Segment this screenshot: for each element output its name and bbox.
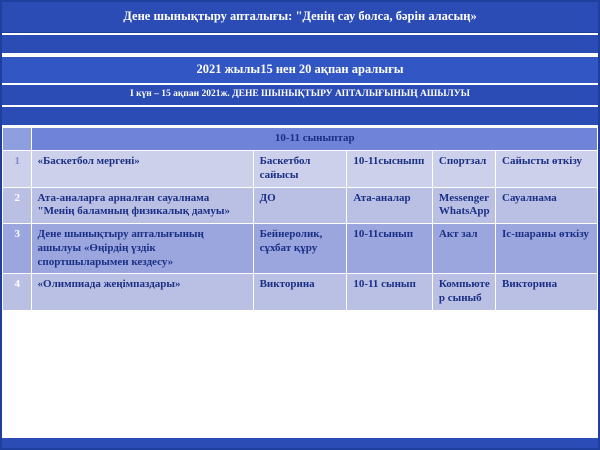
page-title: Дене шынықтыру апталығы: "Денің сау болса, бәрін аласың» — [2, 2, 598, 33]
row-place: Акт зал — [432, 224, 495, 274]
row-result: Сауалнама — [496, 187, 598, 224]
header-cell-number — [3, 128, 32, 151]
row-form: Викторина — [253, 274, 347, 311]
row-form: ДО — [253, 187, 347, 224]
table-row — [3, 151, 598, 188]
row-grade: 10-11сынып — [347, 224, 433, 274]
row-number: 4 — [3, 274, 32, 311]
row-place: Компьютер сыныб — [432, 274, 495, 311]
row-activity: «Баскетбол мергені» — [31, 151, 253, 188]
row-activity: Дене шынықтыру апталығының ашылуы «Өңірдің үздік спортшыларымен кездесу» — [31, 224, 253, 274]
header-cell-group: 10-11 сыныптар — [31, 128, 597, 151]
day-subtitle-banner: І күн – 15 ақпан 2021ж. ДЕНЕ ШЫНЫҚТЫРУ АПТАЛЫҒЫНЫҢ АШЫЛУЫ — [2, 83, 598, 105]
title-spacer-bar — [2, 33, 598, 55]
row-result: Іс-шараны өткізу — [496, 224, 598, 274]
row-form: Бейнеролик, сұхбат құру — [253, 224, 347, 274]
table-header-row — [3, 128, 598, 151]
bottom-accent-bar — [2, 438, 598, 448]
row-number: 3 — [3, 224, 32, 274]
row-form: Баскетбол сайысы — [253, 151, 347, 188]
table-row — [3, 274, 598, 311]
row-grade: 10-11сысныпп — [347, 151, 433, 188]
table-row — [3, 187, 598, 224]
row-grade: Ата-аналар — [347, 187, 433, 224]
row-number: 2 — [3, 187, 32, 224]
table-row — [3, 224, 598, 274]
row-activity: Ата-аналарға арналған сауалнама "Менің баламның физикалық дамуы» — [31, 187, 253, 224]
date-range-banner: 2021 жылы15 нен 20 ақпан аралығы — [2, 55, 598, 83]
row-result: Сайысты өткізу — [496, 151, 598, 188]
subtitle-spacer-bar — [2, 105, 598, 127]
row-number: 1 — [3, 151, 32, 188]
row-result: Викторина — [496, 274, 598, 311]
row-place: Спортзал — [432, 151, 495, 188]
row-grade: 10-11 сынып — [347, 274, 433, 311]
schedule-table — [2, 127, 598, 311]
row-activity: «Олимпиада жеңімпаздары» — [31, 274, 253, 311]
row-place: Messenger WhatsApp — [432, 187, 495, 224]
